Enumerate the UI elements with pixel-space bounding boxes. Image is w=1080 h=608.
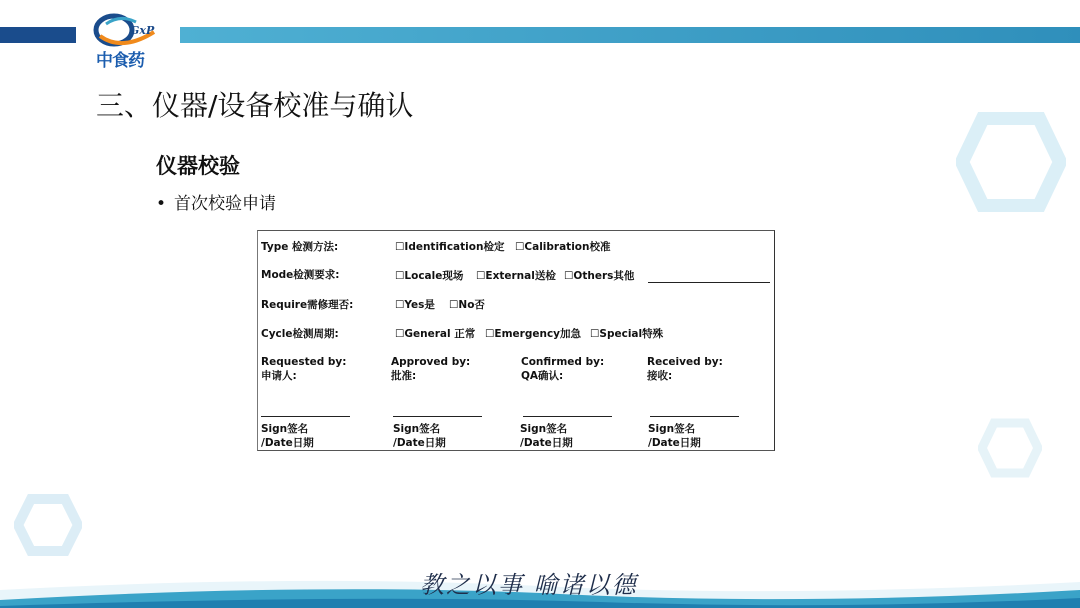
sign-date-block — [520, 422, 573, 450]
signoff-role-en: Requested by: — [261, 356, 347, 368]
sign-date-block — [261, 422, 314, 450]
bullet-item — [156, 189, 276, 214]
others-fill-line — [648, 282, 770, 283]
footer-slogan: 教之以事 喻诸以德 — [420, 571, 638, 599]
signoff-received — [647, 355, 723, 383]
calibration-request-form — [257, 230, 775, 451]
sign-label: Sign签名 — [261, 423, 309, 435]
header-bar-right — [180, 27, 1080, 43]
logo-gxp-text: GxP — [130, 24, 155, 37]
header-bar-left — [0, 27, 76, 43]
signature-line — [650, 416, 739, 417]
hexagon-decoration-icon — [956, 112, 1066, 212]
form-option-yes: ☐Yes是 — [395, 299, 435, 311]
signoff-confirmed — [521, 355, 604, 383]
hexagon-decoration-icon — [14, 494, 82, 556]
hexagon-decoration-icon — [978, 418, 1042, 478]
form-option-others: ☐Others其他 — [564, 270, 635, 282]
signature-line — [261, 416, 350, 417]
sign-label: Sign签名 — [393, 423, 441, 435]
bullet-text: 首次校验申请 — [174, 194, 277, 214]
page-title: 三、仪器/设备校准与确认 — [96, 89, 414, 122]
form-label-cycle: Cycle检测周期: — [261, 328, 339, 340]
form-label-require: Require需修理否: — [261, 299, 354, 311]
signature-line — [523, 416, 612, 417]
signoff-role-cn: QA确认: — [521, 370, 564, 382]
sign-date-block — [648, 422, 701, 450]
signoff-role-cn: 批准: — [391, 370, 417, 382]
form-label-mode: Mode检测要求: — [261, 269, 340, 281]
form-option-no: ☐No否 — [449, 299, 485, 311]
signoff-role-en: Approved by: — [391, 356, 471, 368]
signoff-requested — [261, 355, 346, 383]
form-option-locale: ☐Locale现场 — [395, 270, 464, 282]
date-label: /Date日期 — [520, 437, 573, 449]
company-logo — [92, 6, 170, 71]
form-option-special: ☐Special特殊 — [590, 328, 664, 340]
form-option-calibration: ☐Calibration校准 — [515, 241, 611, 253]
date-label: /Date日期 — [393, 437, 446, 449]
sign-date-block — [393, 422, 446, 450]
signoff-role-en: Confirmed by: — [521, 356, 605, 368]
date-label: /Date日期 — [648, 437, 701, 449]
form-option-external: ☐External送检 — [476, 270, 556, 282]
signoff-role-en: Received by: — [647, 356, 723, 368]
section-heading: 仪器校验 — [156, 154, 240, 178]
form-option-emergency: ☐Emergency加急 — [485, 328, 582, 340]
bullet-dot-icon: • — [156, 194, 167, 214]
date-label: /Date日期 — [261, 437, 314, 449]
signature-line — [393, 416, 482, 417]
signoff-role-cn: 申请人: — [261, 370, 297, 382]
form-option-general: ☐General 正常 — [395, 328, 476, 340]
signoff-approved — [391, 355, 470, 383]
logo-brand-text: 中食药 — [96, 51, 144, 71]
form-option-identification: ☐Identification检定 — [395, 241, 505, 253]
signoff-role-cn: 接收: — [647, 370, 673, 382]
sign-label: Sign签名 — [648, 423, 696, 435]
form-label-type: Type 检测方法: — [261, 241, 339, 253]
sign-label: Sign签名 — [520, 423, 568, 435]
